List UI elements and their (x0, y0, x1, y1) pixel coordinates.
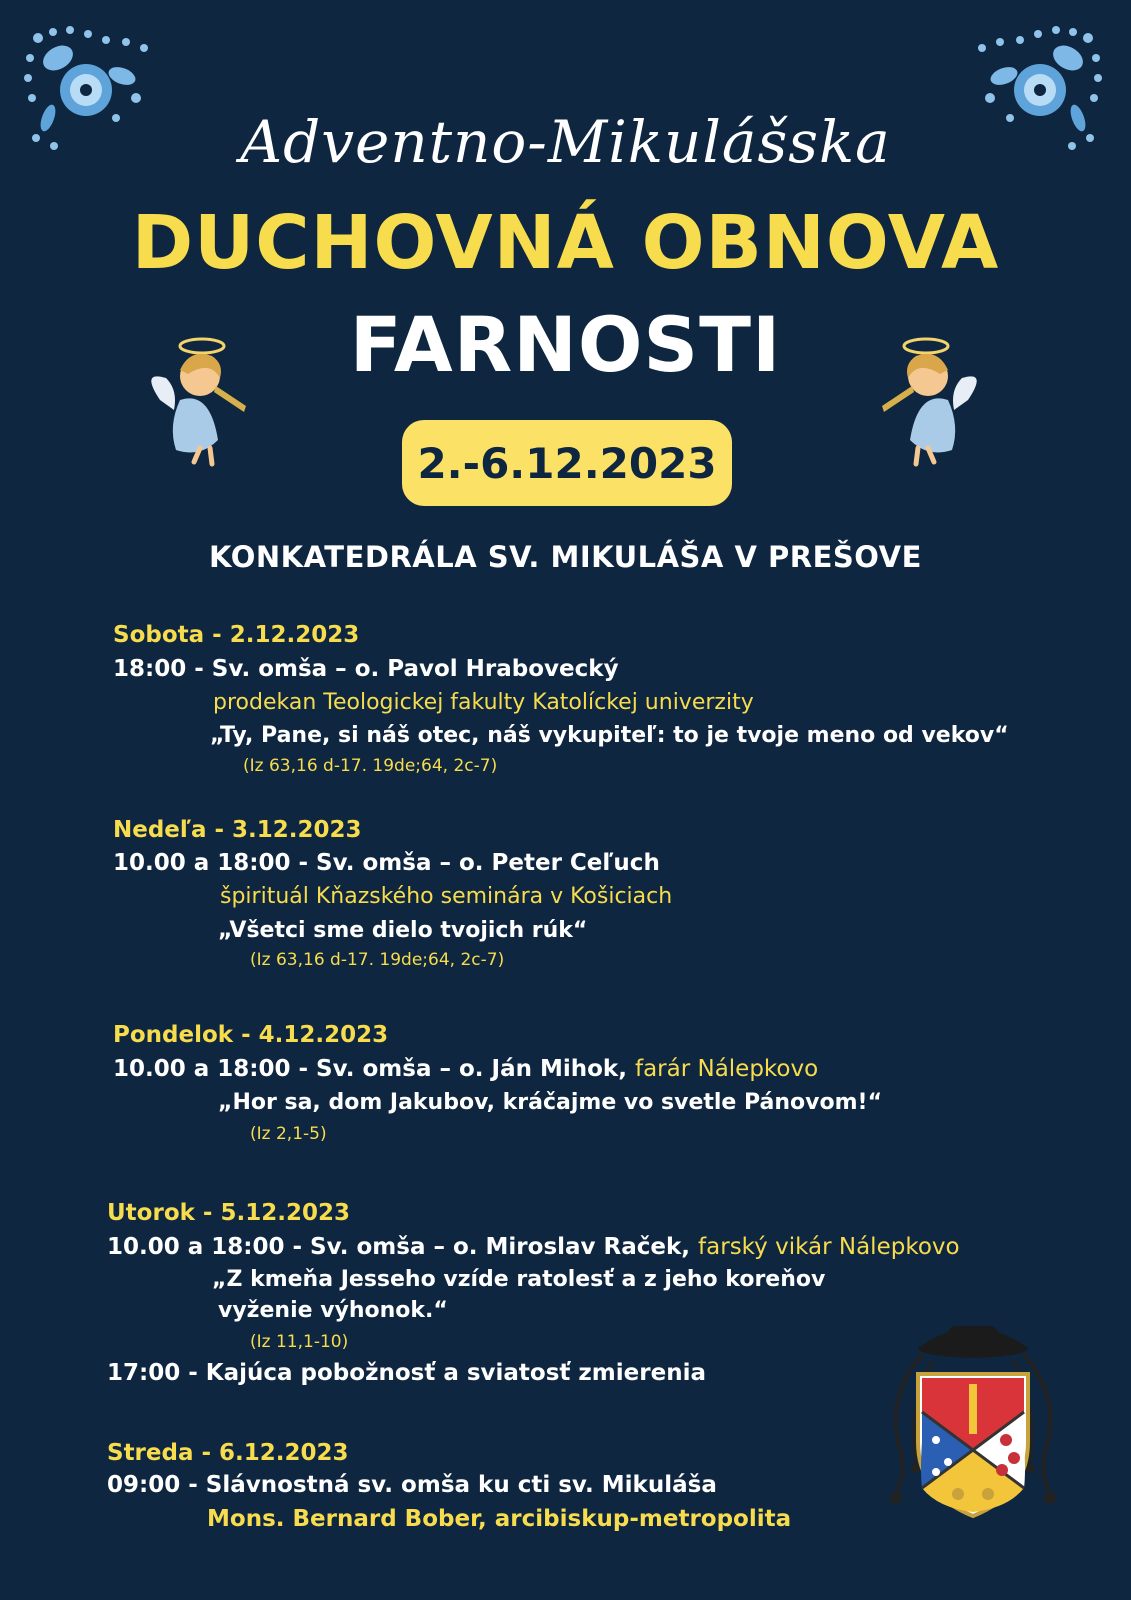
scripture-reference: (Iz 2,1-5) (250, 1124, 327, 1144)
scripture-quote-continued: vyženie výhonok.“ (218, 1298, 448, 1323)
venue-heading: KONKATEDRÁLA SV. MIKULÁŠA V PREŠOVE (209, 540, 922, 574)
celebrant-role: farský vikár Nálepkovo (698, 1234, 960, 1260)
celebrant-role: prodekan Teologickej fakulty Katolíckej univerzity (213, 690, 754, 715)
script-title: Adventno-Mikulášska (240, 108, 891, 176)
service-line: 10.00 a 18:00 - Sv. omša – o. Peter Ceľuch (113, 850, 660, 876)
day-heading: Streda - 6.12.2023 (107, 1440, 349, 1466)
service-line (113, 1056, 818, 1082)
celebrant-role: špirituál Kňazského seminára v Košiciach (220, 884, 673, 909)
date-badge: 2.-6.12.2023 (402, 420, 732, 506)
day-heading: Sobota - 2.12.2023 (113, 622, 360, 648)
angel-right-icon (868, 330, 988, 470)
angel-left-icon (140, 330, 260, 470)
scripture-quote: „Ty, Pane, si náš otec, náš vykupiteľ: to je tvoje meno od vekov“ (210, 723, 1009, 748)
day-heading: Nedeľa - 3.12.2023 (113, 817, 362, 843)
service-line: 18:00 - Sv. omša – o. Pavol Hrabovecký (113, 656, 619, 682)
scripture-quote: „Z kmeňa Jesseho vzíde ratolesť a z jeho koreňov (212, 1267, 826, 1292)
celebrant-role: Mons. Bernard Bober, arcibiskup-metropolita (207, 1506, 792, 1532)
service-line: 17:00 - Kajúca pobožnosť a sviatosť zmierenia (107, 1360, 706, 1386)
sub-title: FARNOSTI (349, 300, 782, 389)
scripture-quote: „Všetci sme dielo tvojich rúk“ (218, 918, 588, 943)
scripture-reference: (Iz 63,16 d-17. 19de;64, 2c-7) (243, 756, 498, 776)
service-text: 10.00 a 18:00 - Sv. omša – o. Miroslav Raček, (107, 1234, 691, 1260)
service-line (107, 1234, 960, 1260)
scripture-reference: (Iz 11,1-10) (250, 1332, 349, 1352)
scripture-reference: (Iz 63,16 d-17. 19de;64, 2c-7) (250, 950, 505, 970)
day-heading: Utorok - 5.12.2023 (107, 1200, 350, 1226)
service-line: 09:00 - Slávnostná sv. omša ku cti sv. Mikuláša (107, 1472, 717, 1498)
day-heading: Pondelok - 4.12.2023 (113, 1022, 389, 1048)
celebrant-role: farár Nálepkovo (634, 1056, 819, 1082)
coat-of-arms-icon (878, 1312, 1068, 1522)
scripture-quote: „Hor sa, dom Jakubov, kráčajme vo svetle Pánovom!“ (218, 1090, 883, 1115)
service-text: 10.00 a 18:00 - Sv. omša – o. Ján Mihok, (113, 1056, 627, 1082)
main-title: DUCHOVNÁ OBNOVA (131, 200, 1000, 286)
